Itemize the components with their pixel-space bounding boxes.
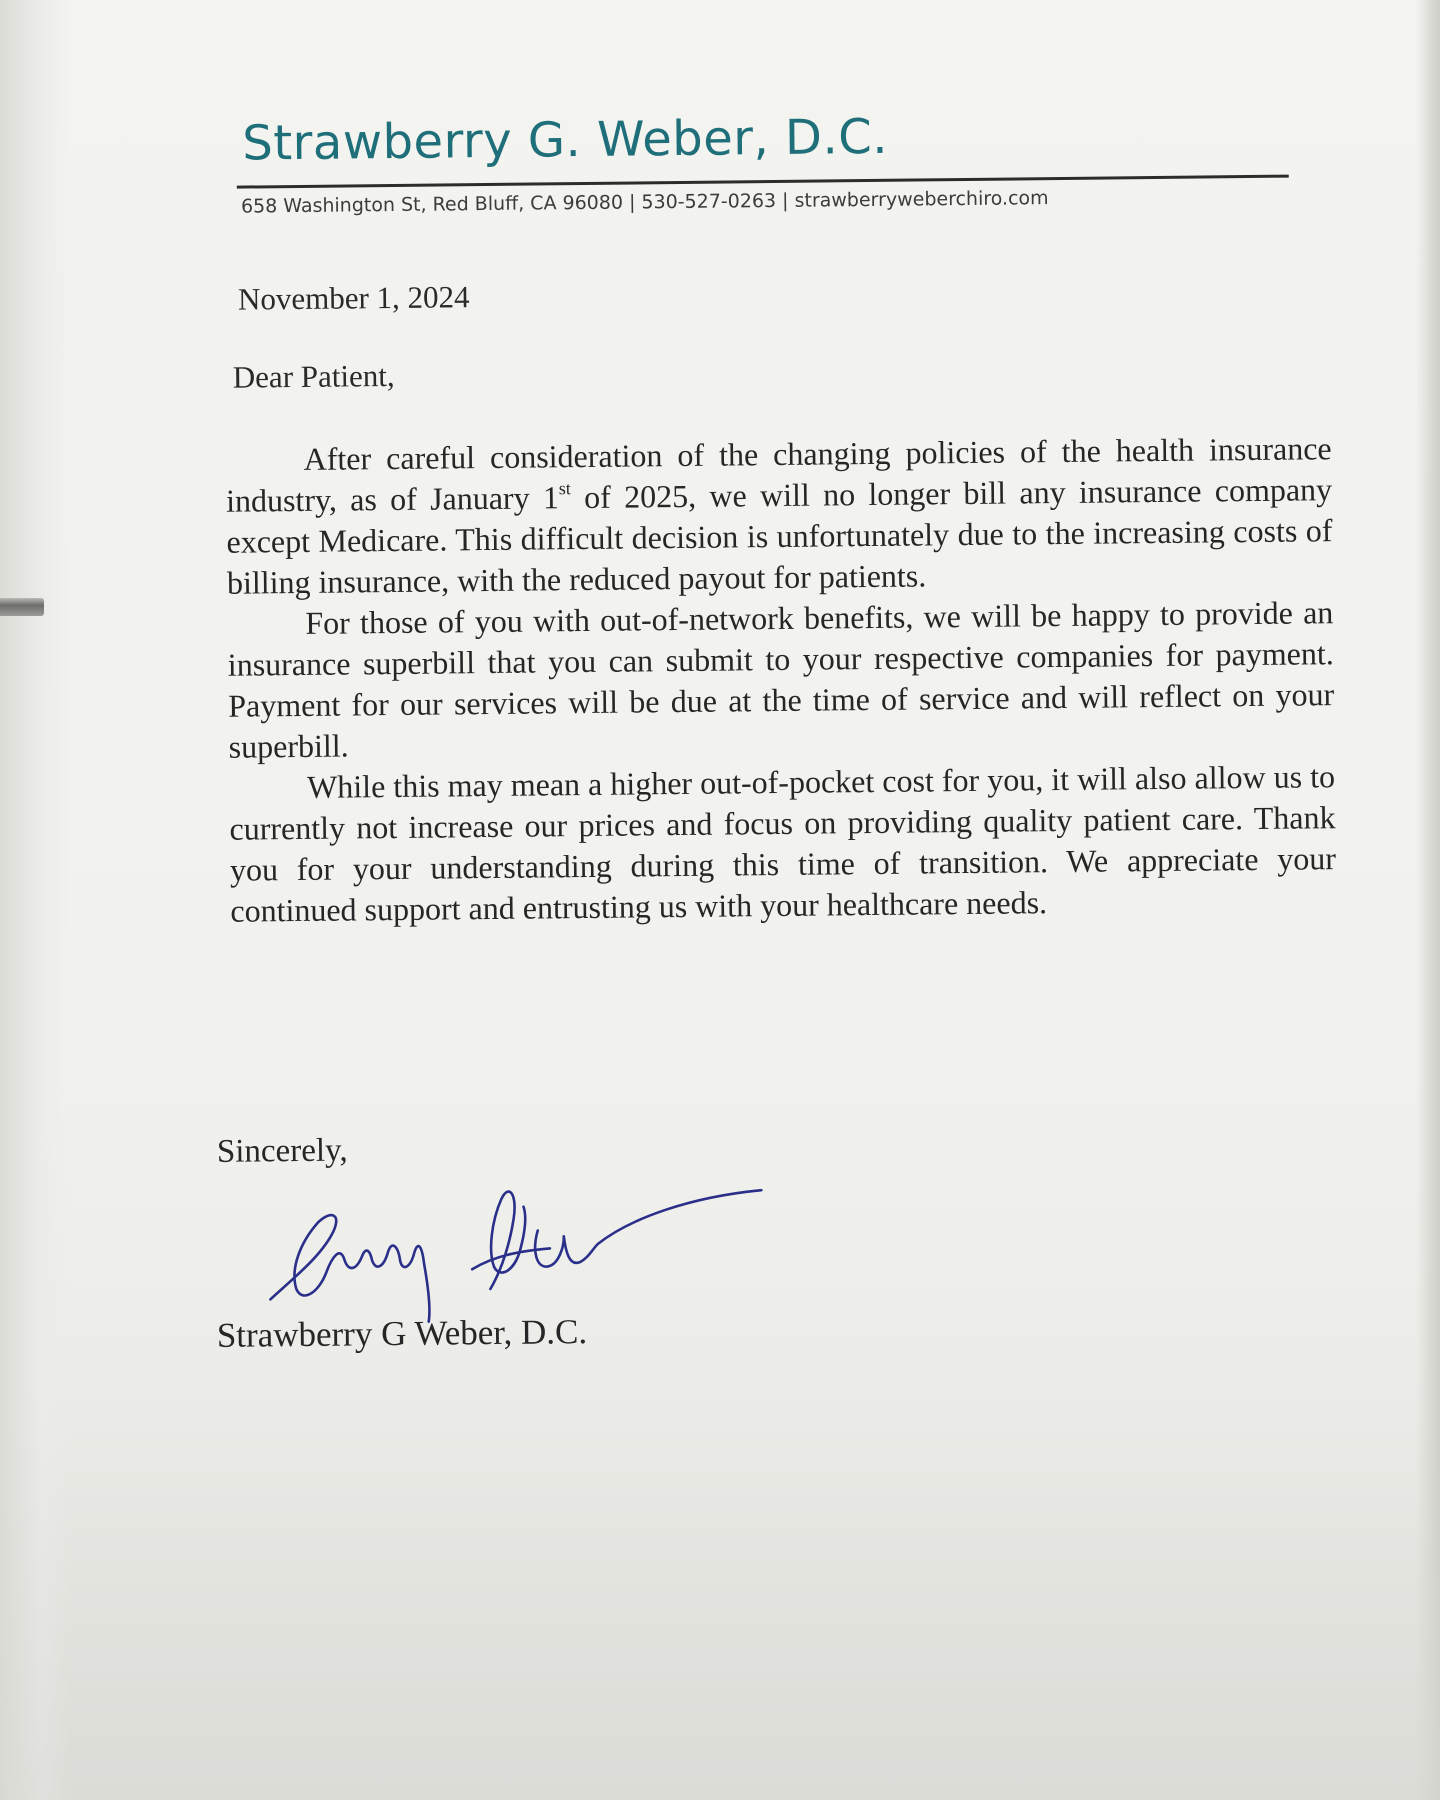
signature-initial: [489, 1191, 526, 1289]
paragraph-1-text-b: of 2025, we will no longer bill any insurance company except Medicare. This difficult decision is unfortunately due to the increasing costs of billing insurance, with the reduced payout for patients.: [226, 471, 1333, 601]
signature-first-name: [270, 1214, 430, 1323]
handwritten-signature: [251, 1156, 773, 1331]
ordinal-suffix: st: [558, 478, 571, 499]
paragraph-1-text-a: After careful consideration of the changing policies of the health insurance industry, as of January 1: [225, 430, 1332, 519]
letterhead-rule: [237, 175, 1289, 189]
signer-name: Strawberry G Weber, D.C.: [216, 1312, 588, 1355]
signature-strokes: [269, 1189, 762, 1323]
letterhead-address: 658 Washington St, Red Bluff, CA 96080 | 530-527-0263 | strawberryweberchiro.com: [240, 187, 1049, 218]
binder-clip: [0, 598, 44, 616]
closing: Sincerely,: [216, 1132, 348, 1170]
paragraph-2: For those of you with out-of-network benefits, we will be happy to provide an insurance superbill that you can submit to your respective companies for payment. Payment for our services will be due at the time of service and will reflect on your superbill.: [227, 594, 1335, 765]
paragraph-1: [225, 428, 1333, 604]
letterhead-name: Strawberry G. Weber, D.C.: [242, 108, 889, 172]
letter-date: November 1, 2024: [237, 279, 470, 317]
bottom-shadow: [0, 1380, 1440, 1800]
paragraph-3: While this may mean a higher out-of-pocket cost for you, it will also allow us to currently not increase our prices and focus on providing quality patient care. Thank you for your understanding during this time of transition. We appreciate your continued support and entrusting us with your healthcare needs.: [229, 758, 1337, 929]
letter-body: [225, 428, 1336, 932]
signature-surname: [535, 1190, 763, 1267]
salutation: Dear Patient,: [232, 357, 395, 395]
letter-page: [200, 98, 1337, 1410]
